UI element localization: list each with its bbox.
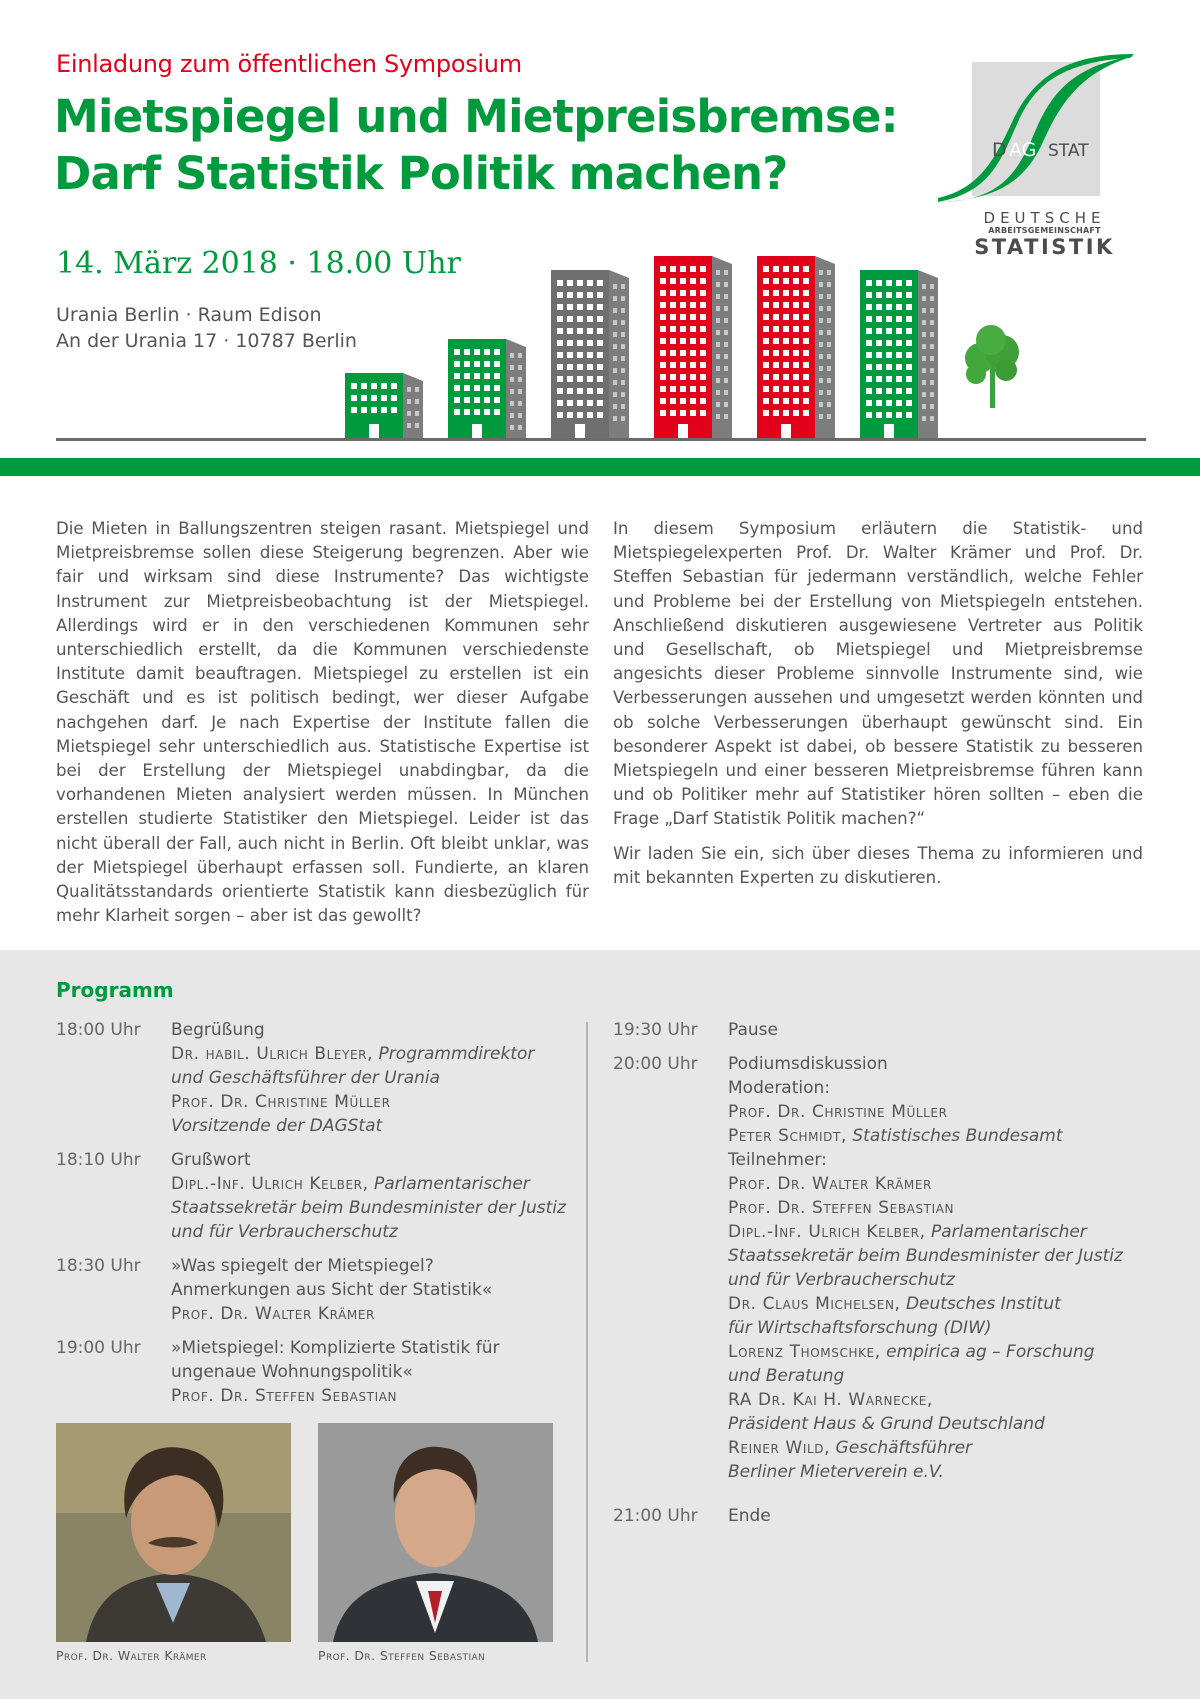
programme-entry <box>613 1052 1153 1484</box>
speaker-role: Parlamentarischer <box>373 1174 530 1194</box>
building <box>448 339 526 438</box>
programme-entry <box>56 1254 576 1326</box>
speaker-role: Staatssekretär beim Bundesminister der Justiz <box>728 1246 1123 1266</box>
entry-time: 18:30 Uhr <box>56 1256 141 1276</box>
participants-label: Teilnehmer: <box>728 1150 827 1170</box>
intro-column-right <box>613 517 1143 900</box>
entry-time: 18:10 Uhr <box>56 1150 141 1170</box>
entry-title: Ende <box>728 1506 771 1526</box>
moderation-label: Moderation: <box>728 1078 831 1098</box>
programme-entry <box>613 1018 1153 1042</box>
speaker-name: Prof. Dr. Walter Krämer <box>728 1174 932 1194</box>
svg-text:AG: AG <box>1009 139 1037 161</box>
entry-title: Grußwort <box>171 1150 251 1170</box>
venue-line2: An der Urania 17 · 10787 Berlin <box>56 330 357 352</box>
entry-time: 18:00 Uhr <box>56 1020 141 1040</box>
programme-title: Programm <box>56 978 174 1002</box>
intro-paragraph: In diesem Symposium erläutern die Statistik- und Mietspiegelexperten Prof. Dr. Walter Krämer und Prof. Dr. Steffen Sebastian für jedermann verständlich, welche Fehler und Probleme bei der Erstellung von Mietspiegeln entstehen. Anschließend diskutieren ausgewiesene Vertreter aus Politik und Gesellschaft, ob Mietspiegel und Mietpreisbremse angesichts dieser Probleme sinnvolle Instrumente sind, wie Verbesserungen aussehen und umgesetzt werden könnten und ob solche Verbesserungen überhaupt gewünscht sind. Ein besonderer Aspekt ist dabei, ob bessere Statistik zu besseren Mietspiegeln und einer besseren Mietpreisbremse führen kann und ob Politiker mehr auf Statistiker hören sollten – eben die Frage „Darf Statistik Politik machen?“ <box>613 519 1143 829</box>
speaker-role: empirica ag – Forschung <box>886 1342 1095 1362</box>
speaker-name: Dipl.-Inf. Ulrich Kelber, <box>728 1222 926 1242</box>
speaker-photo-kraemer <box>56 1423 291 1642</box>
speaker-name: Reiner Wild, <box>728 1438 831 1458</box>
speaker-role: Vorsitzende der DAGStat <box>171 1116 383 1136</box>
speaker-role: Parlamentarischer <box>930 1222 1087 1242</box>
speaker-role: Staatssekretär beim Bundesminister der Justiz <box>171 1198 566 1218</box>
talk-title: ungenaue Wohnungspolitik« <box>171 1362 413 1382</box>
speaker-name: Dr. Claus Michelsen, <box>728 1294 901 1314</box>
speaker-role: Statistisches Bundesamt <box>852 1126 1063 1146</box>
speaker-role: und für Verbraucherschutz <box>171 1222 398 1242</box>
speaker-role: Deutsches Institut <box>905 1294 1061 1314</box>
building <box>654 256 732 438</box>
entry-time: 19:30 Uhr <box>613 1020 698 1040</box>
speaker-role: und Beratung <box>728 1366 845 1386</box>
speaker-role: für Wirtschaftsforschung (DIW) <box>728 1318 992 1338</box>
speaker-name: Prof. Dr. Walter Krämer <box>171 1304 375 1324</box>
event-title <box>54 88 914 202</box>
svg-text:D: D <box>992 139 1007 161</box>
speaker-name: Prof. Dr. Christine Müller <box>728 1102 948 1122</box>
speaker-name: Peter Schmidt, <box>728 1126 847 1146</box>
speaker-name: Dr. habil. Ulrich Bleyer, <box>171 1044 374 1064</box>
intro-paragraph: Die Mieten in Ballungszentren steigen rasant. Mietspiegel und Mietpreisbremse sollen diese Steigerung begrenzen. Aber wie fair und wirksam sind diese Instrumente? Das wichtigste Instrument zur Mietpreisbeobachtung ist der Mietspiegel. Allerdings wird er in den verschiedenen Kommunen sehr unterschiedlich erstellt, da die Kommunen verschiedenste Institute damit beauftragen. Mietspiegel zu erstellen ist ein Geschäft und es ist politisch bedingt, wer dieser Aufgabe nachgehen darf. Je nach Expertise der Institute fallen die Mietspiegel sehr unterschiedlich aus. Statistische Expertise ist bei der Erstellung der Mietspiegel unabdingbar, da die vorhandenen Mieten analysiert werden müssen. In München erstellen studierte Statistiker den Mietspiegel. Leider ist das nicht überall der Fall, auch nicht in Berlin. Oft bleibt unklar, was der Mietspiegel überhaupt erfassen soll. Fundierte, an klaren Qualitätsstandards orientierte Statistik kann diesbezüglich für mehr Klarheit sorgen – aber ist das gewollt? <box>56 519 589 926</box>
speaker-name: RA Dr. Kai H. Warnecke, <box>728 1390 933 1410</box>
entry-time: 19:00 Uhr <box>56 1338 141 1358</box>
entry-title: Podiumsdiskussion <box>728 1054 888 1074</box>
speaker-name: Prof. Dr. Steffen Sebastian <box>171 1386 398 1406</box>
intro-column-left <box>56 517 589 938</box>
speaker-name: Dipl.-Inf. Ulrich Kelber, <box>171 1174 369 1194</box>
programme-entry <box>56 1336 576 1408</box>
svg-text:STAT: STAT <box>1048 141 1089 161</box>
entry-time: 20:00 Uhr <box>613 1054 698 1074</box>
speaker-photo-sebastian <box>318 1423 553 1642</box>
speaker-role: Programmdirektor <box>378 1044 535 1064</box>
skyline-illustration <box>56 240 1146 450</box>
programme-entry <box>613 1504 1153 1528</box>
intro-paragraph: Wir laden Sie ein, sich über dieses Thema zu informieren und mit bekannten Experten zu diskutieren. <box>613 843 1143 887</box>
venue-line1: Urania Berlin · Raum Edison <box>56 304 322 326</box>
event-kicker: Einladung zum öffentlichen Symposium <box>56 50 522 78</box>
building <box>860 270 938 438</box>
talk-title: »Mietspiegel: Komplizierte Statistik für <box>171 1338 500 1358</box>
speaker-role: Präsident Haus & Grund Deutschland <box>728 1414 1045 1434</box>
entry-title: Pause <box>728 1020 778 1040</box>
building <box>757 256 835 438</box>
speaker-name: Lorenz Thomschke, <box>728 1342 881 1362</box>
entry-time: 21:00 Uhr <box>613 1506 698 1526</box>
logo-line2: ARBEITSGEMEINSCHAFT <box>988 226 1101 235</box>
event-date: 14. März 2018 · 18.00 Uhr <box>56 246 461 281</box>
logo-line3: STATISTIK <box>974 235 1115 259</box>
speaker-role: Geschäftsführer <box>835 1438 973 1458</box>
photo-caption: Prof. Dr. Walter Krämer <box>56 1648 207 1663</box>
talk-title: Anmerkungen aus Sicht der Statistik« <box>171 1280 493 1300</box>
building <box>551 270 629 438</box>
talk-title: »Was spiegelt der Mietspiegel? <box>171 1256 434 1276</box>
event-title-line1: Mietspiegel und Mietpreisbremse: <box>54 90 898 143</box>
programme-entry <box>56 1018 576 1138</box>
logo-line1: DEUTSCHE <box>983 209 1106 227</box>
speaker-role: Berliner Mieterverein e.V. <box>728 1462 944 1482</box>
speaker-name: Prof. Dr. Steffen Sebastian <box>728 1198 955 1218</box>
speaker-role: und für Verbraucherschutz <box>728 1270 955 1290</box>
entry-title: Begrüßung <box>171 1020 265 1040</box>
building <box>345 373 423 438</box>
programme-column-right <box>613 1018 1153 1538</box>
column-divider <box>586 1022 588 1662</box>
programme-entry <box>56 1148 576 1244</box>
speaker-role: und Geschäftsführer der Urania <box>171 1068 441 1088</box>
tree-icon <box>965 325 1019 408</box>
photo-caption: Prof. Dr. Steffen Sebastian <box>318 1648 486 1663</box>
speaker-name: Prof. Dr. Christine Müller <box>171 1092 391 1112</box>
event-title-line2: Darf Statistik Politik machen? <box>54 147 788 200</box>
programme-column-left <box>56 1018 576 1418</box>
header-divider-bar <box>0 458 1200 476</box>
